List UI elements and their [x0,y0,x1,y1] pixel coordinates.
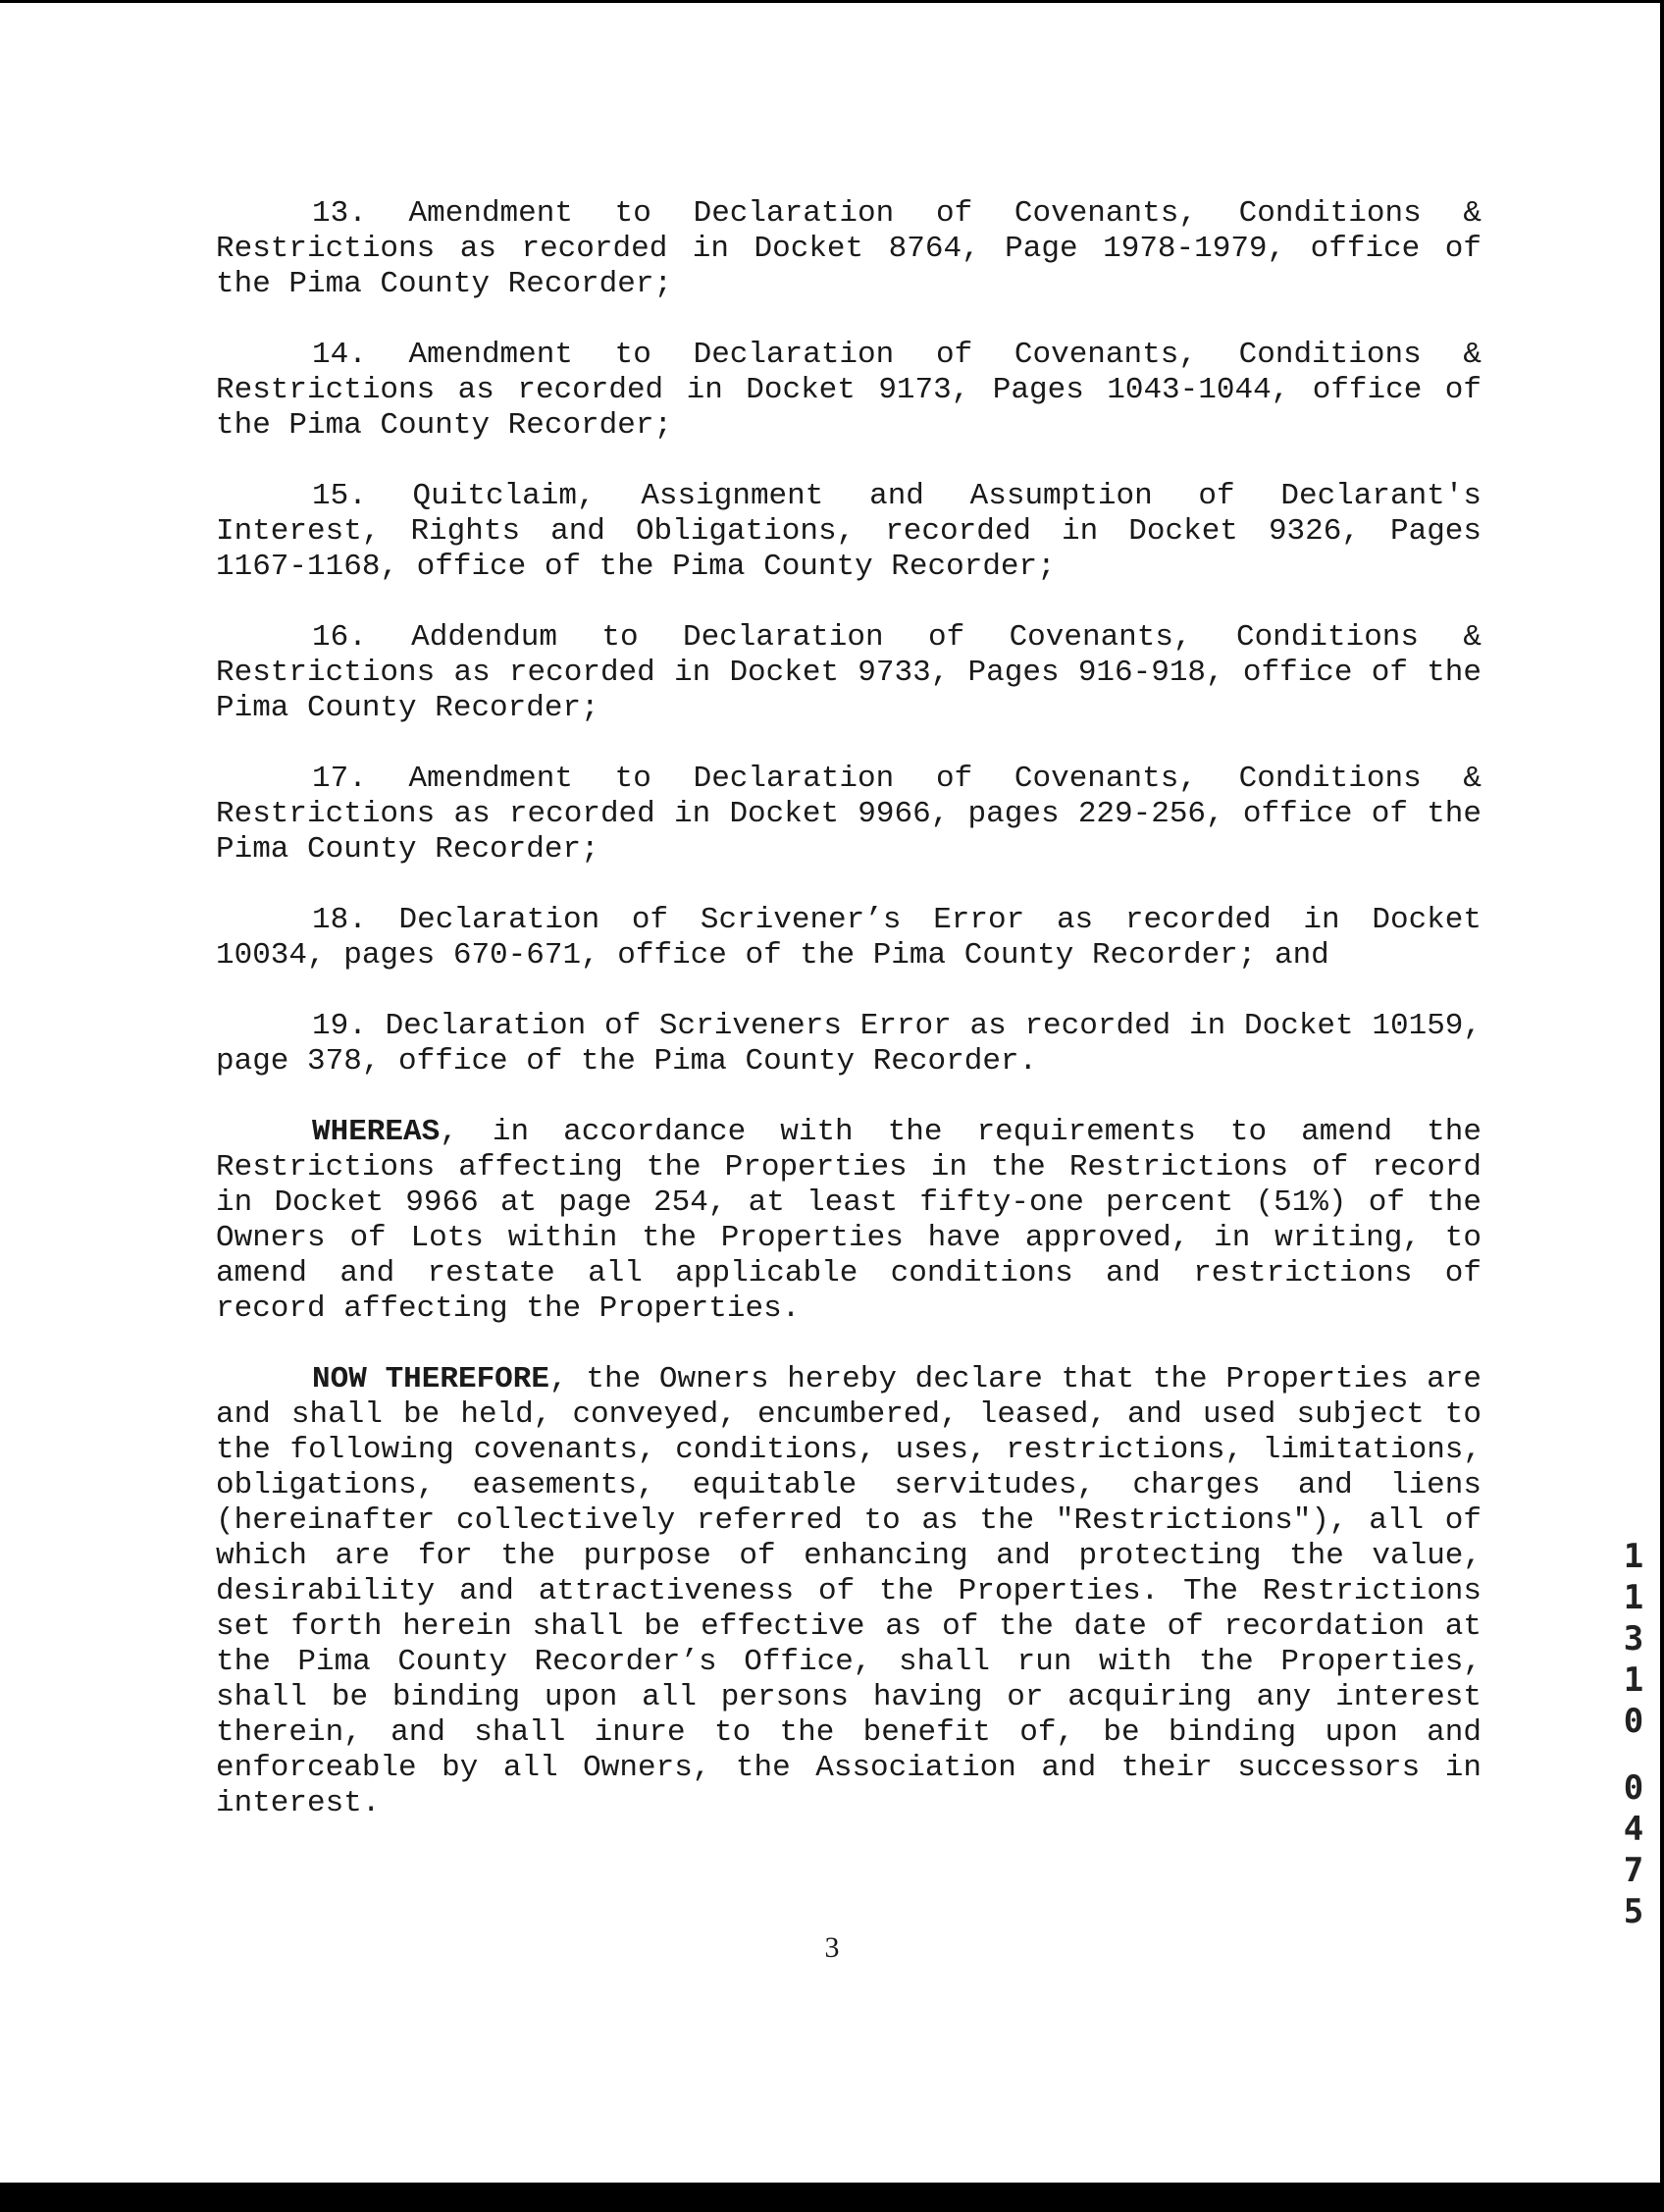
scan-border-bottom [0,2183,1664,2212]
scan-border-right [1660,0,1664,2212]
paragraph-18: 18. Declaration of Scrivener’s Error as recorded in Docket 10034, pages 670-671, office of the Pima County Recorder; and [216,903,1482,973]
page-number: 3 [824,1931,840,1964]
stamp-digit: 7 [1623,1851,1644,1890]
paragraph-17: 17. Amendment to Declaration of Covenants, Conditions & Restrictions as recorded in Docket 9966, pages 229-256, office of the Pima County Recorder; [216,762,1482,867]
whereas-lead: WHEREAS [312,1115,441,1149]
paragraph-15: 15. Quitclaim, Assignment and Assumption of Declarant's Interest, Rights and Obligations, recorded in Docket 9326, Pages 1167-1168, office of the Pima County Recorder; [216,479,1482,584]
docket-stamp [1619,1536,1648,1932]
stamp-digit: 1 [1623,1578,1644,1617]
paragraph-14: 14. Amendment to Declaration of Covenants, Conditions & Restrictions as recorded in Docket 9173, Pages 1043-1044, office of the Pima County Recorder; [216,338,1482,443]
paragraph-16: 16. Addendum to Declaration of Covenants, Conditions & Restrictions as recorded in Docket 9733, Pages 916-918, office of the Pima County Recorder; [216,620,1482,725]
stamp-digit: 4 [1623,1810,1644,1849]
stamp-digit: 5 [1623,1892,1644,1931]
stamp-digit: 1 [1623,1537,1644,1576]
paragraph-13: 13. Amendment to Declaration of Covenants, Conditions & Restrictions as recorded in Docket 8764, Page 1978-1979, office of the Pima County Recorder; [216,196,1482,301]
document-body [216,196,1482,1857]
paragraph-whereas: WHEREAS, in accordance with the requirements to amend the Restrictions affecting the Properties in the Restrictions of record in Docket 9966 at page 254, at least fifty-one percent (51%) of the Owners of Lots within the Properties have approved, in writing, to amend and restate all applicable conditions and restrictions of record affecting the Properties. [216,1115,1482,1326]
stamp-digit: 0 [1623,1768,1644,1808]
paragraph-now-therefore: NOW THEREFORE, the Owners hereby declare that the Properties are and shall be held, conveyed, encumbered, leased, and used subject to the following covenants, conditions, uses, restrictions, limitations, obligations, easements, equitable servitudes, charges and liens (hereinafter collectively referred to as the "Restrictions"), all of which are for the purpose of enhancing and protecting the value, desirability and attractiveness of the Properties. The Restrictions set forth herein shall be effective as of the date of recordation at the Pima County Recorder’s Office, shall run with the Properties, shall be binding upon all persons having or acquiring any interest therein, and shall inure to the benefit of, be binding upon and enforceable by all Owners, the Association and their successors in interest. [216,1362,1482,1820]
stamp-gap [1619,1742,1648,1767]
paragraph-19: 19. Declaration of Scriveners Error as recorded in Docket 10159, page 378, office of the Pima County Recorder. [216,1009,1482,1079]
stamp-digit: 3 [1623,1619,1644,1659]
stamp-digit: 1 [1623,1660,1644,1700]
now-therefore-lead: NOW THEREFORE [312,1362,549,1396]
scan-border-top [0,0,1664,3]
stamp-digit: 0 [1623,1702,1644,1741]
